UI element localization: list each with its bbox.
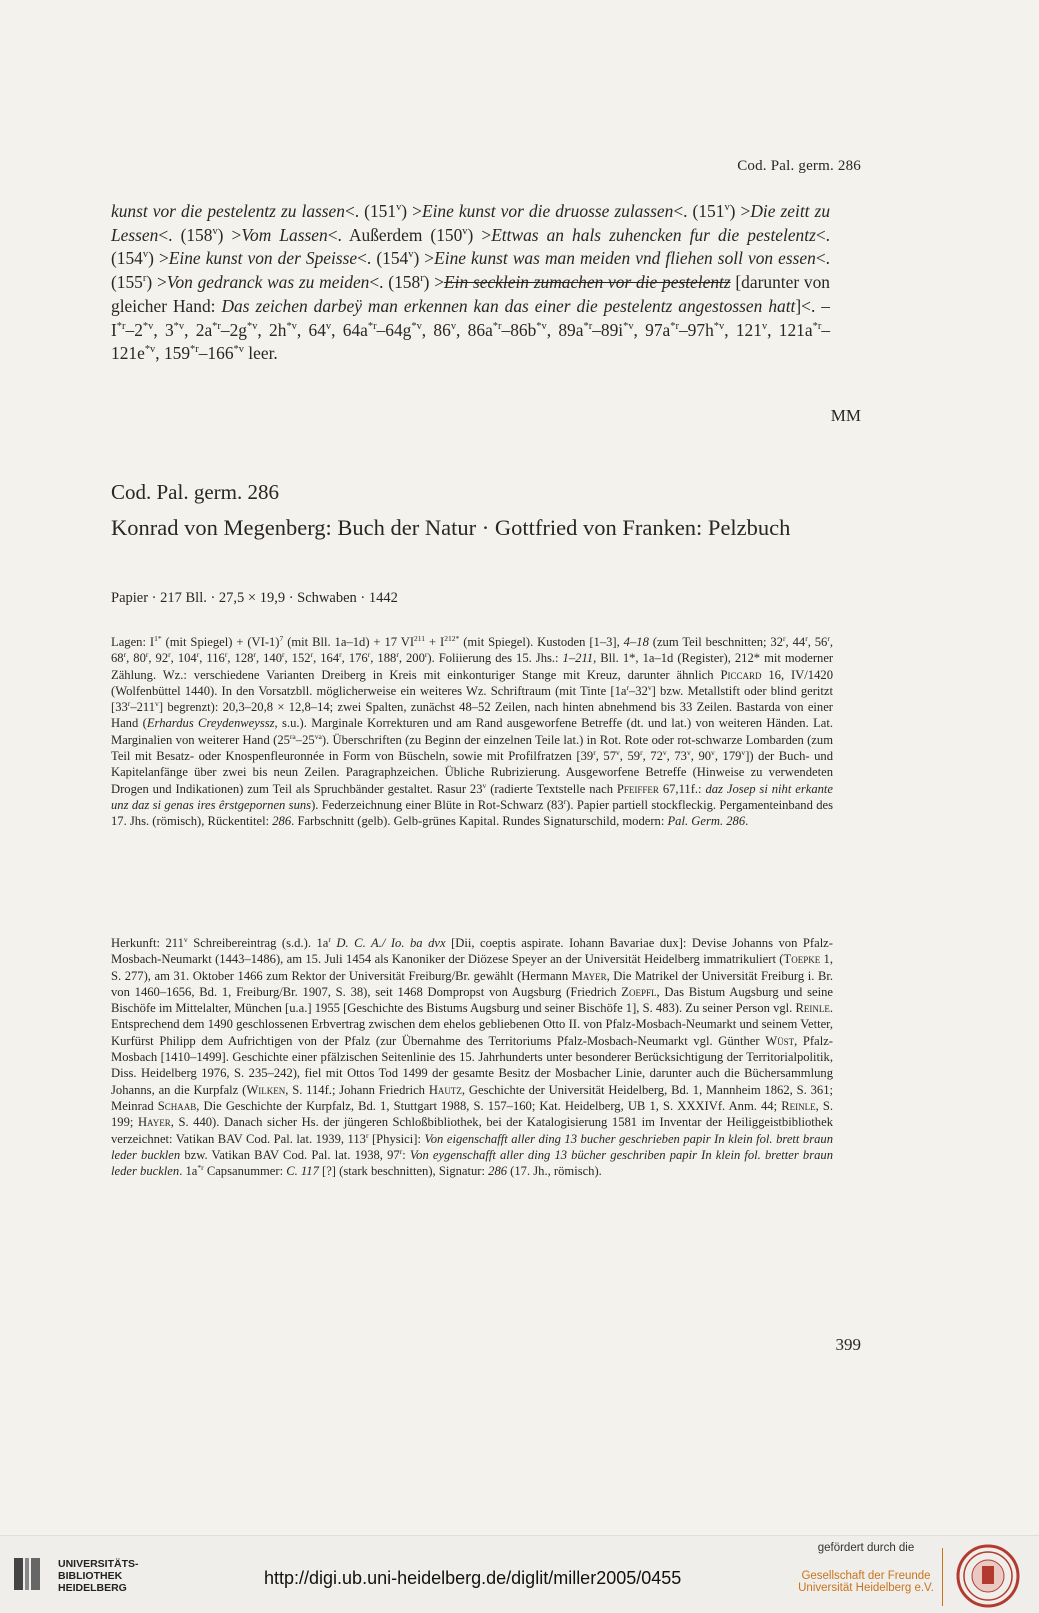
previous-entry-text: [111, 200, 830, 366]
sponsor-divider: [942, 1548, 943, 1606]
sponsor-logo[interactable]: [790, 1542, 942, 1608]
herkunft-paragraph: Herkunft: 211$^v$ Schreibereintrag (s.d.). $1a^r$ D. C. A./ Io. ba dvx [Dii, coeptis aspirate. Iohann Bavariae dux]: Devise Johanns von Pfalz-Mosbach-Neumarkt (1443–1486), am 15. Juli 1454 als Kanoniker der Diözese Speyer an der Universität Heidelberg immatrikuliert (Toepke 1, S. 277), am 31. Oktober 1466 zum Rektor der Universität Freiburg/Br. gewählt (Hermann Mayer, Die Matrikel der Universität Freiburg i. Br. von 1460–1656, Bd. 1, Freiburg/Br. 1907, S. 38), seit 1468 Dompropst von Augsburg (Friedrich Zoepfl, Das Bistum Augsburg und seine Bischöfe im Mittelalter, München [u.a.] 1955 [Geschichte des Bistums Augsburg und seiner Bischöfe 1], S. 483). Zu seiner Person vgl. Reinle. Entsprechend dem 1490 geschlossenen Erbvertrag zwischen dem ehelos gebliebenen Otto II. von Pfalz-Mosbach-Neumarkt und seinem Vetter, Kurfürst Philipp dem Aufrichtigen von der Pfalz (zur Übernahme des Territoriums Pfalz-Mosbach-Neumarkt vgl. Günther Wüst, Pfalz-Mosbach [1410–1499]. Geschichte einer pfälzischen Seitenlinie des 15. Jahrhunderts unter besonderer Berücksichtigung der Territorialpolitik, Diss. Heidelberg 1976, S. 235–242), fiel mit Ottos Tod 1499 der gesamte Besitz der Mosbacher Linie, darunter auch die Büchersammlung Johanns, an die Kurpfalz (Wilken, S. 114f.; Johann Friedrich Hautz, Geschichte der Universität Heidelberg, Bd. 1, Mannheim 1862, S. 361; Meinrad Schaab, Die Geschichte der Kurpfalz, Bd. 1, Stuttgart 1988, S. 157–160; Kat. Heidelberg, UB 1, S. XXXIVf. Anm. 44; Reinle, S. 199; Hayer, S. 440). Danach sicher Hs. der jüngeren Schloßbibliothek, bei der Katalogisierung 1581 im Inventar der Heiliggeistbibliothek verzeichnet: Vatikan BAV Cod. Pal. lat. 1939, 113$^r$ [Physici]: Von eigenschafft aller ding 13 bucher geschrieben papir In klein fol. brett braun leder bucklen bzw. Vatikan BAV Cod. Pal. lat. 1938, 97$^r$: Von eygenschafft aller ding 13 bücher geschriben papir In klein fol. bretter braun leder bucklen. $1a^{*r}$ Capsanummer: C. 117 [?] (stark beschnitten), Signatur: 286 (17. Jh., römisch).: [111, 934, 834, 1179]
sponsor-name-line: Gesellschaft der Freunde: [801, 1570, 931, 1582]
author-signature: MM: [830, 406, 861, 425]
library-name: [58, 1558, 139, 1594]
library-logo[interactable]: [12, 1550, 192, 1600]
library-name-line: UNIVERSITÄTS-: [58, 1558, 139, 1570]
entry-code: Cod. Pal. germ. 286: [111, 480, 279, 504]
library-name-line: HEIDELBERG: [58, 1582, 127, 1594]
university-seal-icon: [956, 1544, 1020, 1608]
entry-title: Konrad von Megenberg: Buch der Natur · Gottfried von Franken: Pelzbuch: [111, 515, 791, 540]
library-emblem-icon: [12, 1556, 42, 1592]
sponsor-caption: gefördert durch die: [817, 1542, 915, 1554]
entry-meta: Papier · 217 Bll. · 27,5 × 19,9 · Schwaben · 1442: [111, 590, 398, 606]
page-number: 399: [835, 1335, 861, 1354]
lagen-paragraph: Lagen: $I^{1*}$ (mit Spiegel) + $(VI-1)^7$ (mit Bll. 1a–1d) + 17 $VI^{211} + I^{212*}$ (mit Spiegel). Kustoden [1–3], 4–18 (zum Teil beschnitten; 32$^r$, 44$^r$, 56$^r$, 68$^r$, 80$^r$, 92$^r$, 104$^r$, 116$^r$, 128$^r$, 140$^r$, 152$^r$, 164$^r$, 176$^r$, 188$^r$, 200$^r$). Foliierung des 15. Jhs.: 1–211, Bll. 1*, 1a–1d (Register), 212* mit moderner Zählung. Wz.: verschiedene Varianten Dreiberg in Kreis mit einkonturiger Stange mit Kreuz, darunter ähnlich Piccard 16, IV/1420 (Wolfenbüttel 1440). In den Vorsatzbll. möglicherweise ein weiteres Wz. Schriftraum (mit Tinte $[1a^r-32^v]$ bzw. Metallstift oder blind geritzt [33$^r$–211$^v$] begrenzt): 20,3–20,8 × 12,8–14; zwei Spalten, zunächst 48–52 Zeilen, nach hinten abnehmend bis 33 Zeilen. Bastarda von einer Hand (Erhardus Creydenweyssz, s.u.). Marginale Korrekturen und am Rand ausgeworfene Betreffe (dt. und lat.) von weiteren Händen. Lat. Marginalien von weiterer Hand $(25^{ra}-25^{va})$. Überschriften (zu Beginn der einzelnen Teile lat.) in Rot. Rote oder rot-schwarze Lombarden (zum Teil mit Besatz- oder Knospenfleuronnée in Form von Büscheln, sowie mit Profilfratzen [39$^r$, 57$^v$, 59$^r$, 72$^v$, 73$^v$, 90$^v$, 179$^v$]) der Buch- und Kapitelanfänge über zwei bis neun Zeilen. Paragraphzeichen. Übliche Rubrizierung. Ausgeworfene Betreffe (Hinweise zu verwendeten Drogen und Indikationen) zum Teil als Spruchbänder gestaltet. Rasur 23$^v$ (radierte Textstelle nach Pfeiffer 67,11f.: daz Josep si niht erkante unz daz si genas ires êrstgepornen suns). Federzeichnung einer Blüte in Rot-Schwarz (83$^r$). Papier partiell stockfleckig. Pergamenteinband des 17. Jhs. (römisch), Rückentitel: 286. Farbschnitt (gelb). Gelb-grünes Kapital. Rundes Signaturschild, modern: Pal. Germ. 286.: [111, 633, 834, 829]
sponsor-name-line: Universität Heidelberg e.V.: [798, 1582, 934, 1594]
permalink-url[interactable]: http://digi.ub.uni-heidelberg.de/diglit/miller2005/0455: [264, 1568, 682, 1588]
running-head: Cod. Pal. germ. 286: [737, 158, 861, 174]
previous-entry-paragraph: kunst vor die pestelentz zu lassen<. $(151^v)$ >Eine kunst vor die druosse zulassen<. $(151^v) >Die$ zeitt zu Lessen<. $(158^v) >Vom$ Lassen<. Außerdem $(150^v)$ >Ettwas an hals zuhencken fur die pestelentz<. $(154^v)$ >Eine kunst von der Speisse<. $(154^v)$ >Eine kunst was man meiden vnd fliehen soll von essen<. $(155^r) >Von$ gedranck was zu meiden<. $(158^r) >Ein$ secklein zumachen vor die pestelentz [darunter von gleicher Hand: Das zeichen darbeÿ man erkennen kan das einer die pestelentz angestossen hatt]<. – $I^{*r}-2^{*v}$, 3$^{*v}$, $2a^{*r}-2g^{*v}$, $2h^{*v}$, 64$^v$, $64a^{*r}-64g^{*v}$, 86$^v$, $86a^{*r}-86b^{*v}$, $89a^{*r}-89i^{*v}$, $97a^{*r}-97h^{*v}$, 121$^v$, $121a^{*r}-121e^{*v}$, 159$^{*r}$–166$^{*v}$ leer.: [111, 201, 831, 364]
library-name-line: BIBLIOTHEK: [58, 1570, 123, 1582]
footer-bar: [0, 1535, 1039, 1613]
